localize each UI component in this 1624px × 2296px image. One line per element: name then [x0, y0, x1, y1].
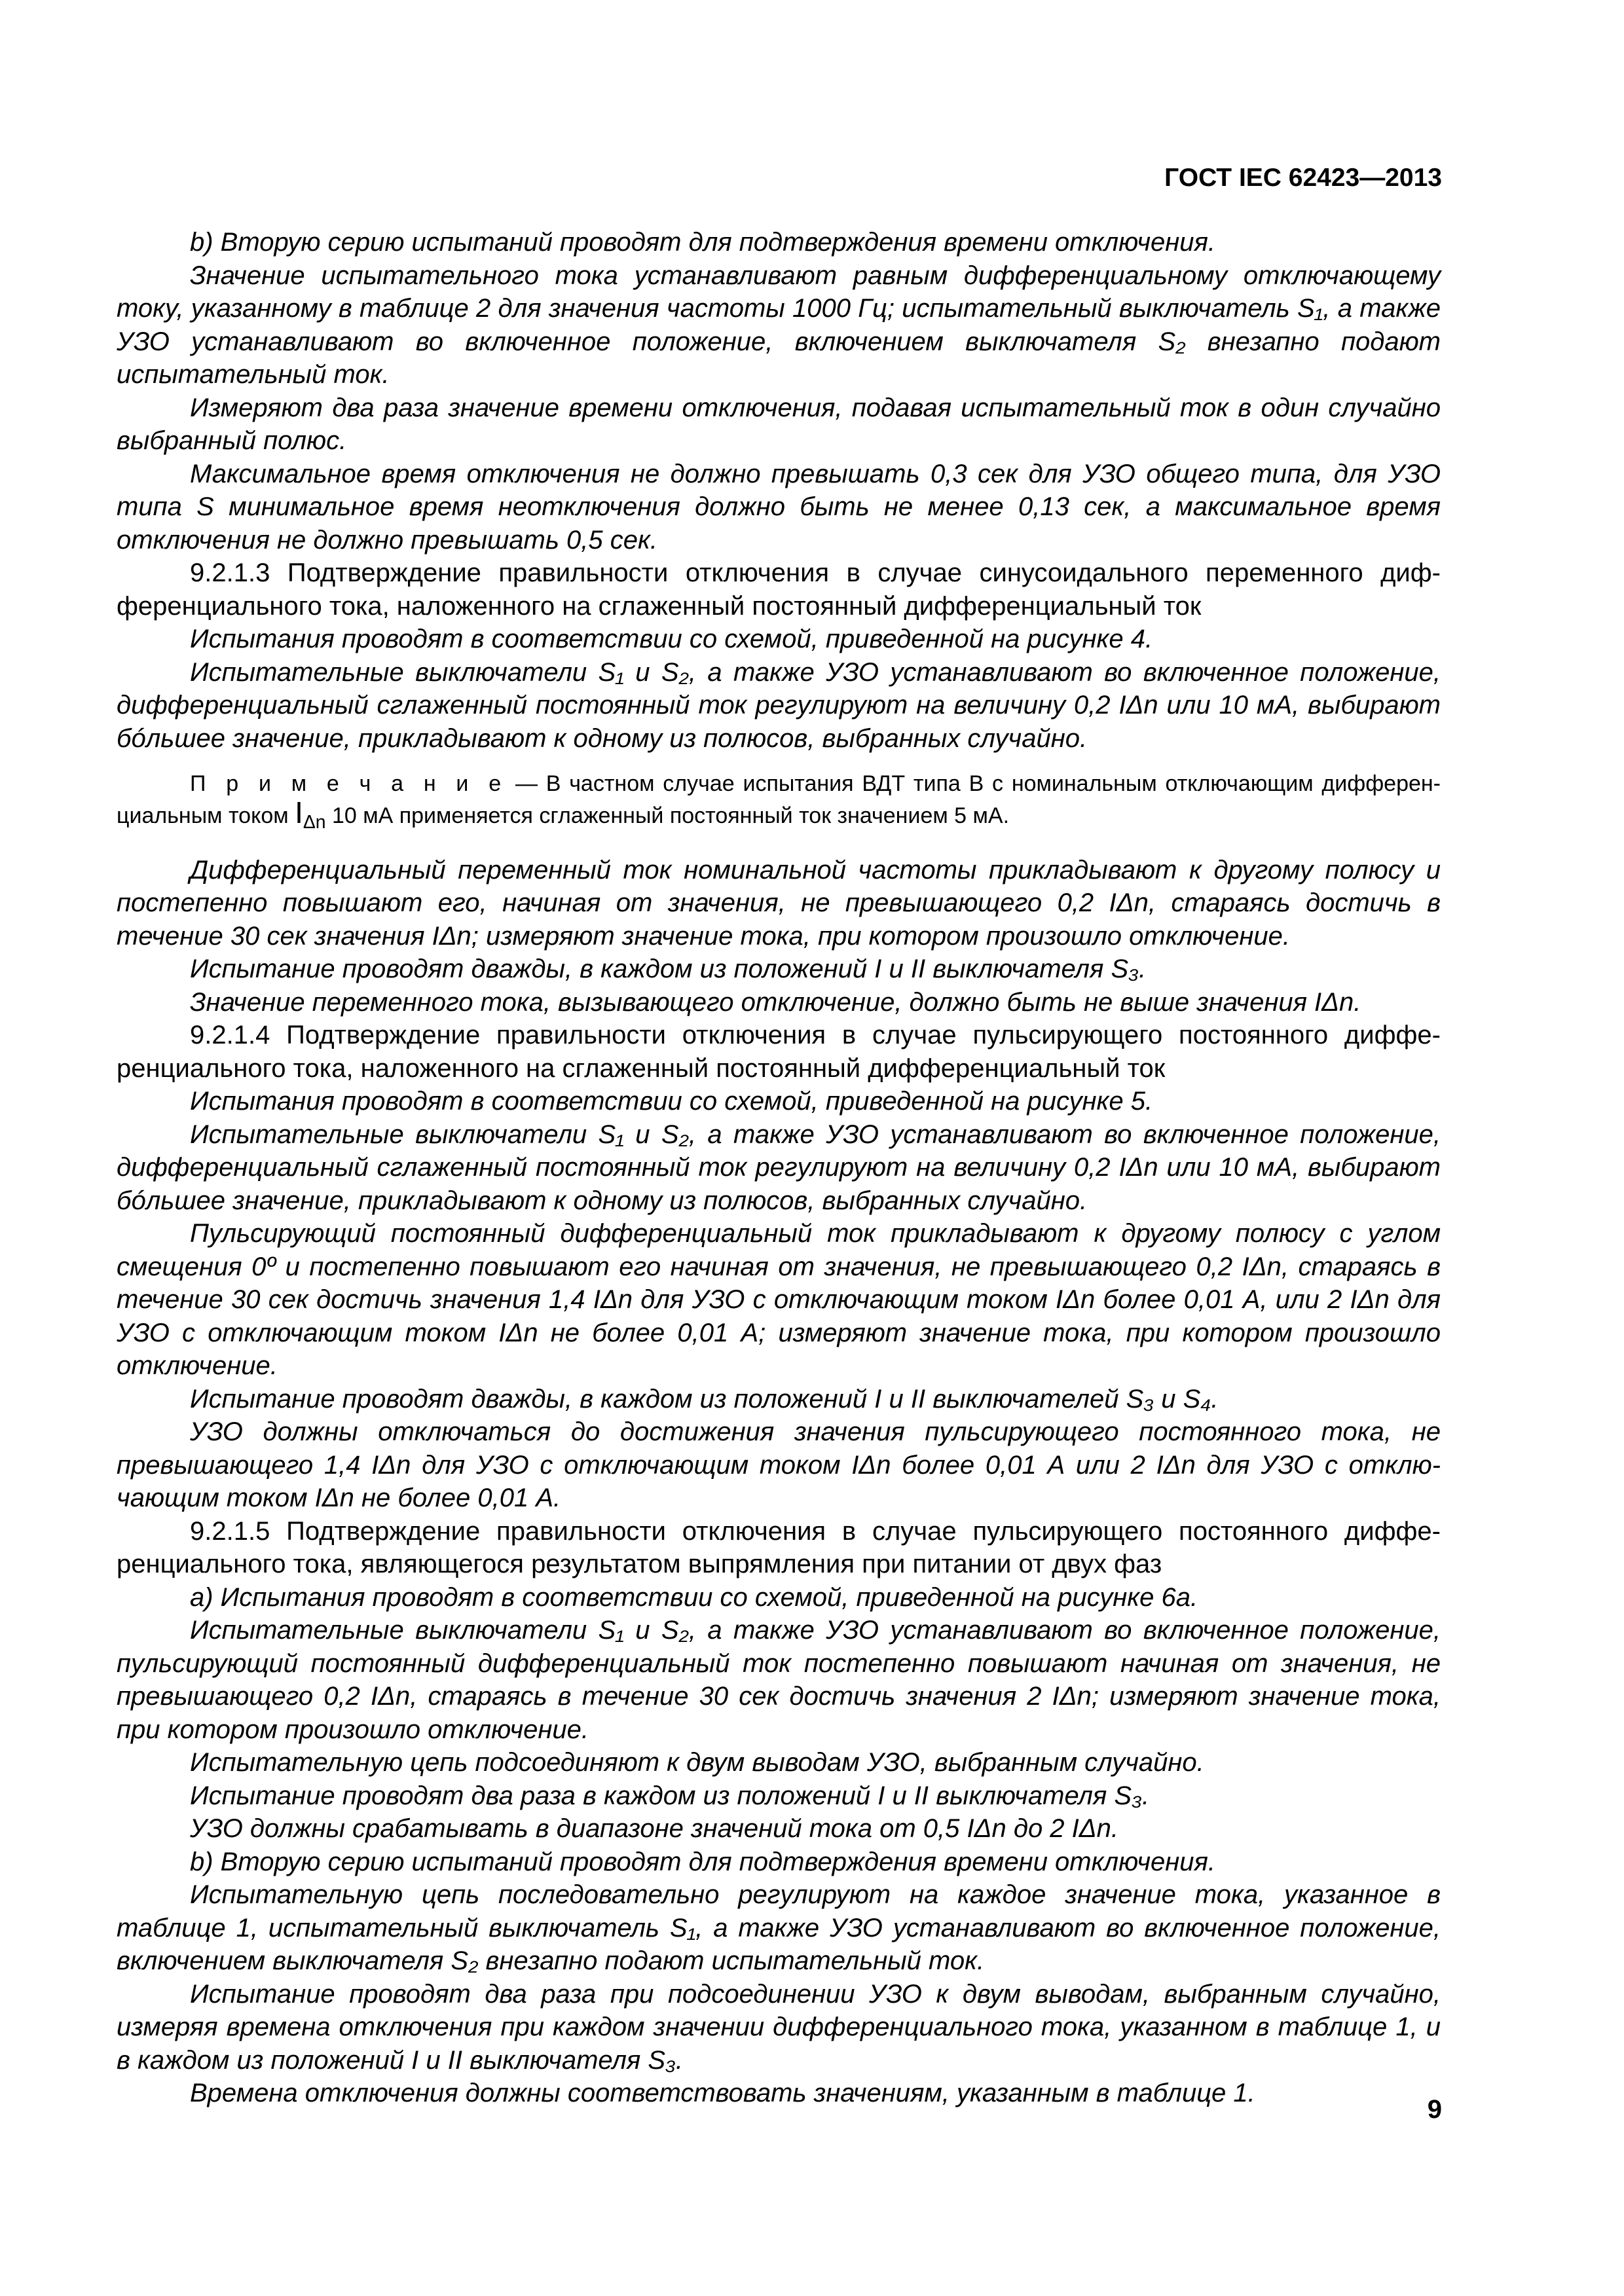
- note-label: П р и м е ч а н и е: [190, 771, 507, 796]
- document-body: [117, 226, 1441, 2110]
- note: [117, 769, 1441, 837]
- paragraph: УЗО должны отключаться до достижения значения пульсирующего постоянного тока, не превышающего 1,4 IΔn для УЗО с отключающим током IΔn более 0,01 А или 2 IΔn для УЗО с отключающим током IΔn не более 0,01 А.: [117, 1417, 1441, 1513]
- paragraph: Испытательную цепь подсоединяют к двум выводам УЗО, выбранным случайно.: [190, 1748, 1204, 1777]
- paragraph: Максимальное время отключения не должно превышать 0,3 сек для УЗО общего типа, для УЗО типа S минимальное время неотключения должно быть не менее 0,13 сек, а максимальное время отключения не должно превышать 0,5 сек.: [117, 459, 1441, 555]
- paragraph: Испытательные выключатели S₁ и S₂, а также УЗО устанавливают во включенное положение, дифференциальный сглаженный постоянный ток регулируют на величину 0,2 IΔn или 10 мА, выбирают бóльшее значение, прикладывают к одному из полюсов, выбранных случайно.: [117, 657, 1441, 753]
- paragraph: Времена отключения должны соответствовать значениям, указанным в таблице 1.: [190, 2079, 1255, 2108]
- paragraph: b) Вторую серию испытаний проводят для подтверждения времени отключения.: [190, 1847, 1216, 1876]
- note-text-before: — В частном случае испытания ВДТ типа B с номинальным отключающим дифференциальным током: [117, 771, 1441, 828]
- paragraph: Испытательные выключатели S₁ и S₂, а также УЗО устанавливают во включенное положение, пульсирующий постоянный дифференциальный ток постепенно повышают начиная от значения, не превышающего 0,2 IΔn, стараясь в течение 30 сек достичь значения 2 IΔn; измеряют значение тока, при котором произошло отключение.: [117, 1616, 1441, 1744]
- paragraph: b) Вторую серию испытаний проводят для подтверждения времени отключения.: [190, 228, 1216, 257]
- paragraph: Испытания проводят в соответствии со схемой, приведенной на рисунке 4.: [190, 625, 1153, 653]
- note-symbol-subscript: Δn: [303, 811, 326, 833]
- paragraph-group-2: [117, 854, 1441, 2110]
- paragraph: Измеряют два раза значение времени отключения, подавая испытательный ток в один случайно выбранный полюс.: [117, 393, 1441, 455]
- paragraph: Испытание проводят дважды, в каждом из положений I и II выключателей S₃ и S₄.: [190, 1384, 1219, 1413]
- paragraph: Пульсирующий постоянный дифференциальный ток прикладывают к другому полюсу с углом смещения 0º и постепенно повышают его начиная от значения, не превышающего 0,2 IΔn, стараясь в течение 30 сек достичь значения 1,4 IΔn для УЗО с отключающим током IΔn более 0,01 А, или 2 IΔn для УЗО с отключающим током IΔn не более 0,01 А; измеряют значение тока, при котором произошло отключение.: [117, 1219, 1441, 1381]
- paragraph: 9.2.1.4 Подтверждение правильности отключения в случае пульсирующего постоянного дифференциального тока, наложенного на сглаженный постоянный дифференциальный ток: [117, 1021, 1441, 1083]
- paragraph: Испытание проводят дважды, в каждом из положений I и II выключателя S₃.: [190, 955, 1147, 984]
- note-symbol: I: [295, 795, 303, 829]
- document-header: ГОСТ IEC 62423—2013: [1164, 164, 1442, 192]
- page-number: 9: [1427, 2095, 1442, 2124]
- paragraph: Испытание проводят два раза в каждом из положений I и II выключателя S₃.: [190, 1781, 1150, 1810]
- paragraph: а) Испытания проводят в соответствии со схемой, приведенной на рисунке 6а.: [190, 1582, 1198, 1612]
- note-text-after: 10 мА применяется сглаженный постоянный ток значением 5 мА.: [325, 803, 1010, 828]
- paragraph-group-1: [117, 226, 1441, 755]
- paragraph: Значение испытательного тока устанавливают равным дифференциальному отключающему току, указанному в таблице 2 для значения частоты 1000 Гц; испытательный выключатель S₁, а также УЗО устанавливают во включенное положение, включением выключателя S₂ внезапно подают испытательный ток.: [117, 261, 1441, 389]
- paragraph: Испытательную цепь последовательно регулируют на каждое значение тока, указанное в таблице 1, испытательный выключатель S₁, а также УЗО устанавливают во включенное положение, включением выключателя S₂ внезапно подают испытательный ток.: [117, 1880, 1441, 1976]
- paragraph: 9.2.1.5 Подтверждение правильности отключения в случае пульсирующего постоянного дифференциального тока, являющегося результатом выпрямления при питании от двух фаз: [117, 1516, 1441, 1579]
- paragraph: Испытательные выключатели S₁ и S₂, а также УЗО устанавливают во включенное положение, дифференциальный сглаженный постоянный ток регулируют на величину 0,2 IΔn или 10 мА, выбирают бóльшее значение, прикладывают к одному из полюсов, выбранных случайно.: [117, 1120, 1441, 1215]
- paragraph: Испытание проводят два раза при подсоединении УЗО к двум выводам, выбранным случайно, измеряя времена отключения при каждом значении дифференциального тока, указанном в таблице 1, и в каждом из положений I и II выключателя S₃.: [117, 1979, 1441, 2075]
- paragraph: Значение переменного тока, вызывающего отключение, должно быть не выше значения IΔn.: [190, 987, 1361, 1017]
- paragraph: УЗО должны срабатывать в диапазоне значений тока от 0,5 IΔn до 2 IΔn.: [190, 1814, 1118, 1844]
- paragraph: Дифференциальный переменный ток номинальной частоты прикладывают к другому полюсу и постепенно повышают его, начиная от значения, не превышающего 0,2 IΔn, стараясь достичь в течение 30 сек значения IΔn; измеряют значение тока, при котором произошло отключение.: [117, 855, 1441, 951]
- paragraph: Испытания проводят в соответствии со схемой, приведенной на рисунке 5.: [190, 1087, 1153, 1116]
- paragraph: 9.2.1.3 Подтверждение правильности отключения в случае синусоидального переменного дифференциального тока, наложенного на сглаженный постоянный дифференциальный ток: [117, 558, 1441, 621]
